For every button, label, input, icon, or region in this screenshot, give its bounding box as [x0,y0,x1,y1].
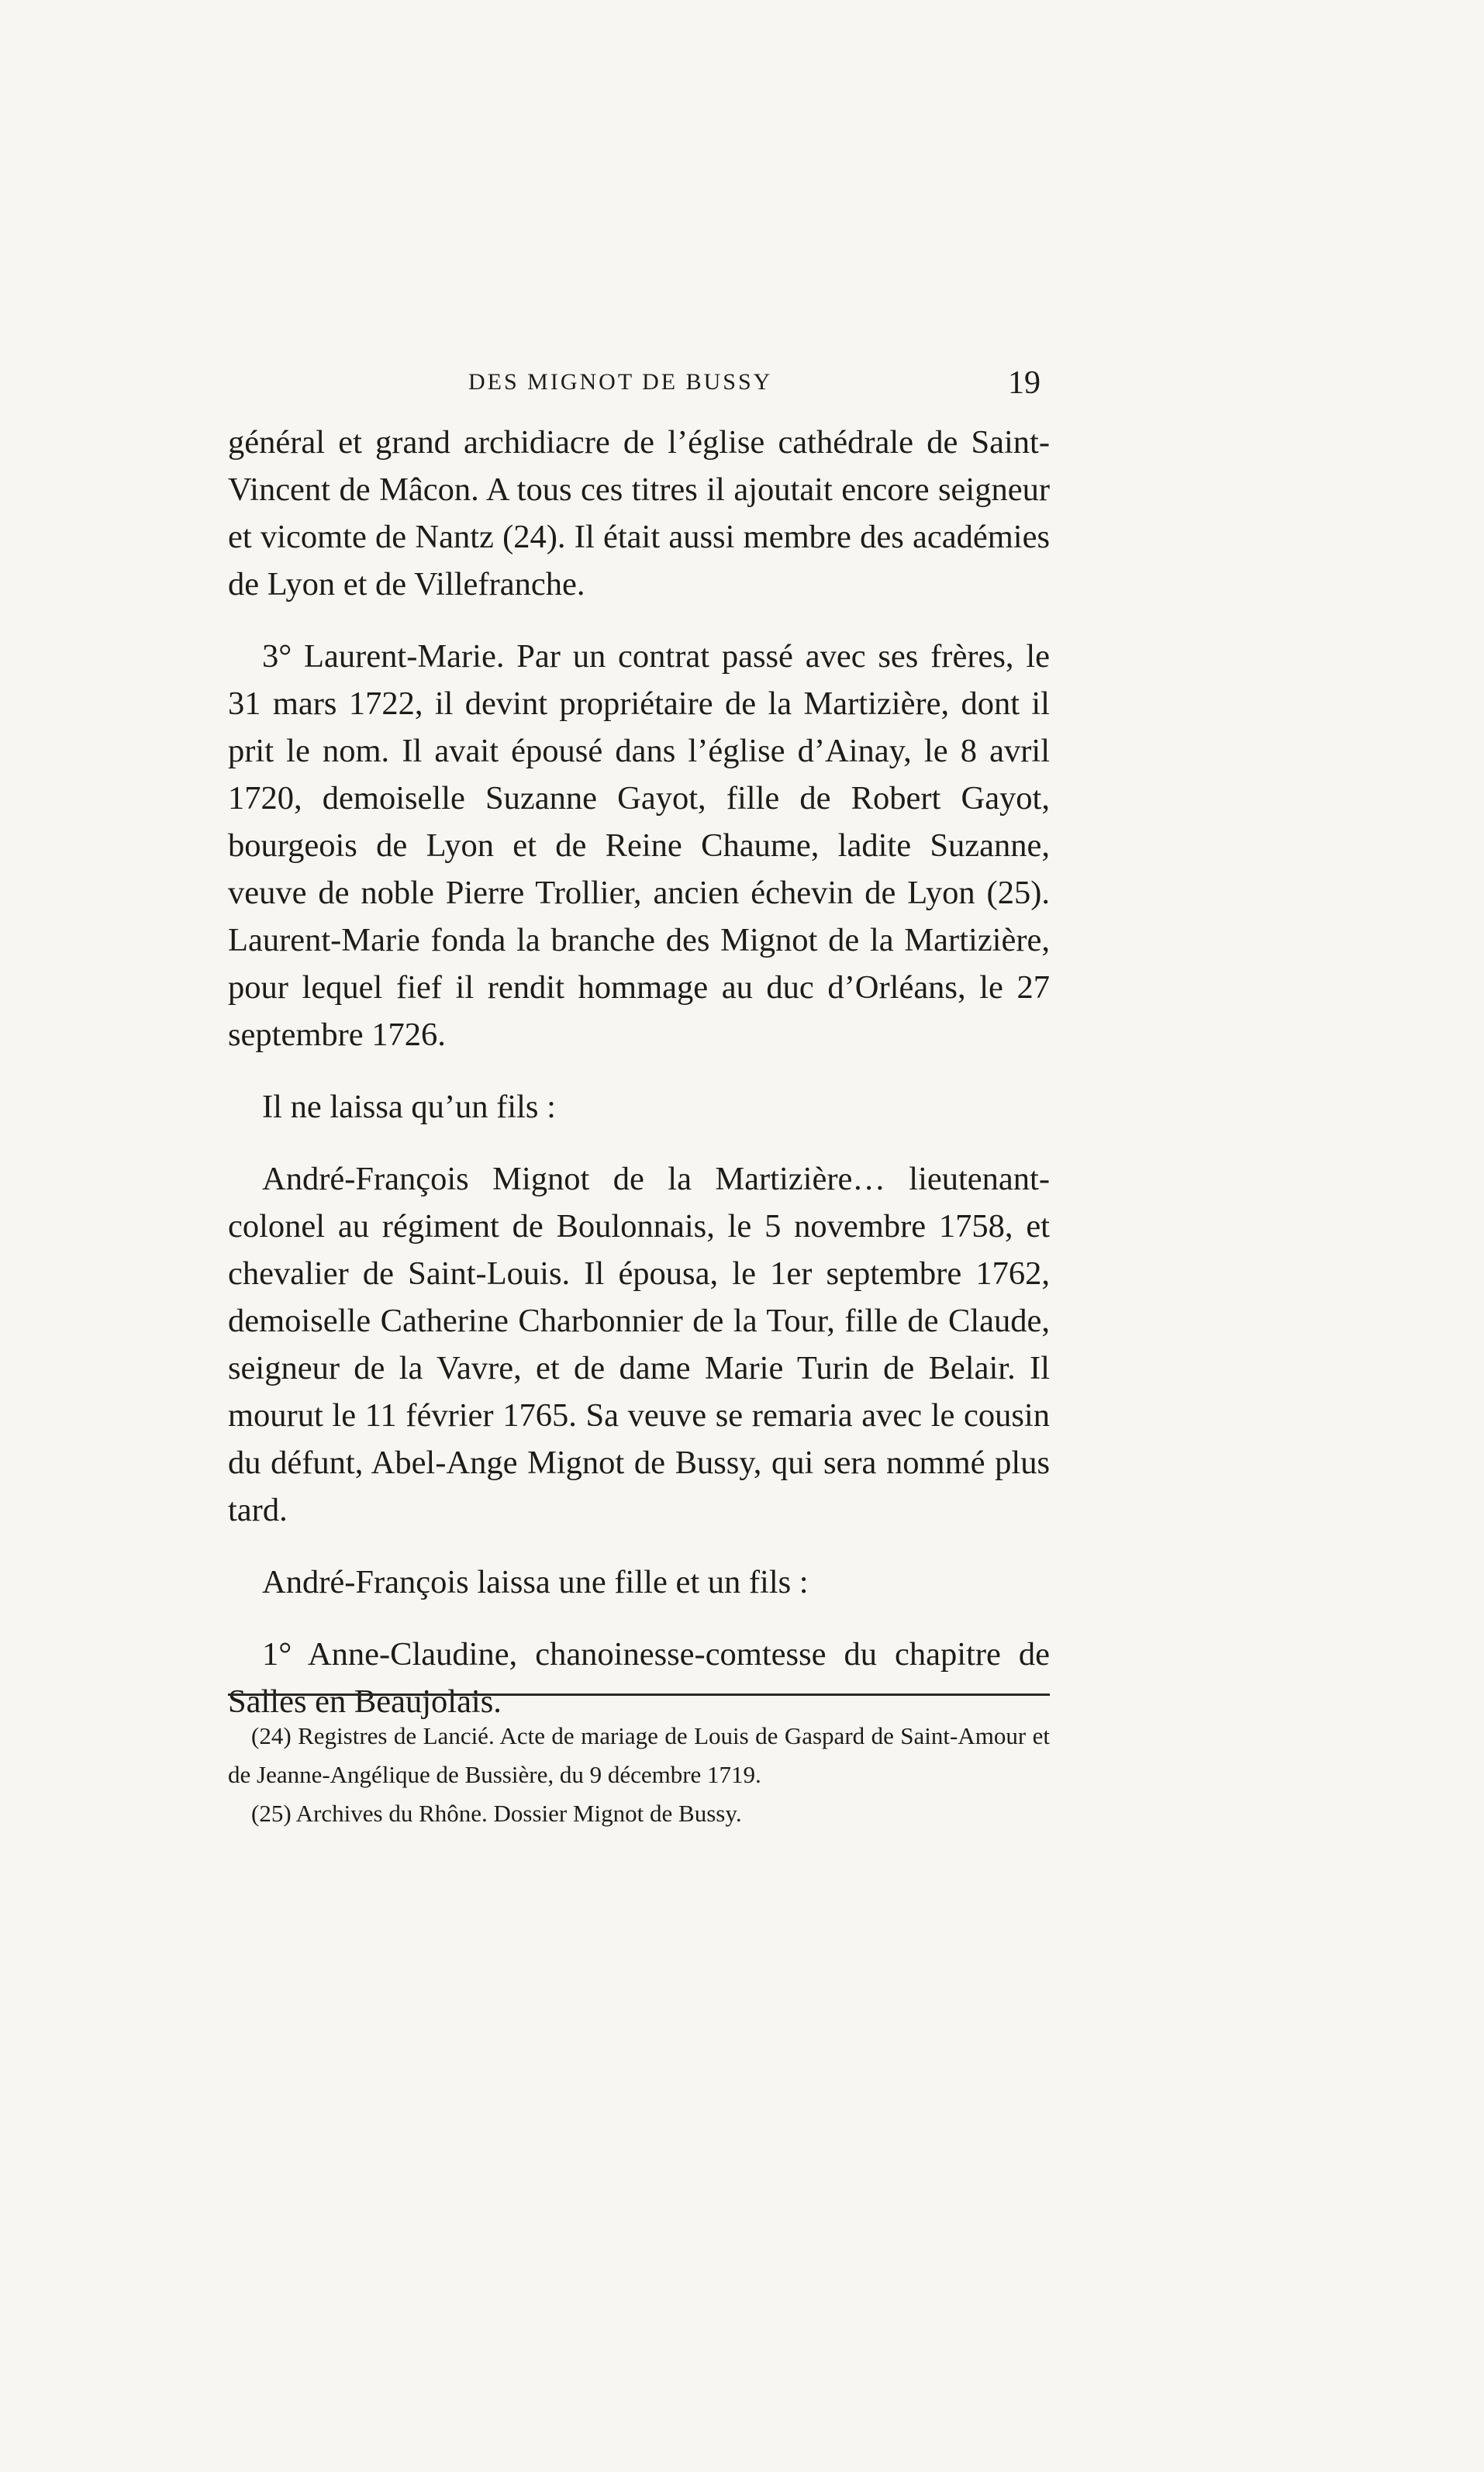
paragraph-laurent-marie: 3° Laurent-Marie. Par un contrat passé avec ses frères, le 31 mars 1722, il devint propriétaire de la Martizière, dont il prit le nom. Il avait épousé dans l’église d’Ainay, le 8 avril 1720, demoiselle Suzanne Gayot, fille de Robert Gayot, bourgeois de Lyon et de Reine Chaume, ladite Suzanne, veuve de noble Pierre Trollier, ancien échevin de Lyon (25). Laurent-Marie fonda la branche des Mignot de la Martizière, pour lequel fief il rendit hommage au duc d’Orléans, le 27 septembre 1726. [228,638,1050,1053]
footnote-24: (24) Registres de Lancié. Acte de mariage de Louis de Gaspard de Saint-Amour et de Jeanne-Angélique de Bussière, du 9 décembre 1719. [228,1722,1050,1788]
main-text [228,419,1050,1750]
paragraph-children: André-François laissa une fille et un fils : [262,1564,809,1600]
footnote-divider [228,1693,1050,1696]
footnotes [228,1717,1050,1833]
paragraph-anne-claudine: 1° Anne-Claudine, chanoinesse-comtesse du chapitre de Salles en Beaujolais. [228,1636,1050,1720]
paragraph-continuation: général et grand archidiacre de l’église cathédrale de Saint-Vincent de Mâcon. A tous ces titres il ajoutait encore seigneur et vicomte de Nantz (24). Il était aussi membre des académies de Lyon et de Villefranche. [228,424,1050,602]
running-title: DES MIGNOT DE BUSSY [468,369,773,395]
paragraph-andre-francois: André-François Mignot de la Martizière… lieutenant-colonel au régiment de Boulonnais, le 5 novembre 1758, et chevalier de Saint-Louis. Il épousa, le 1er septembre 1762, demoiselle Catherine Charbonnier de la Tour, fille de Claude, seigneur de la Vavre, et de dame Marie Turin de Belair. Il mourut le 11 février 1765. Sa veuve se remaria avec le cousin du défunt, Abel-Ange Mignot de Bussy, qui sera nommé plus tard. [228,1161,1050,1528]
footnote-25: (25) Archives du Rhône. Dossier Mignot de Bussy. [251,1800,742,1827]
page-number: 19 [1008,365,1041,401]
page-header [228,364,1050,411]
paragraph-only-son: Il ne laissa qu’un fils : [262,1089,556,1125]
